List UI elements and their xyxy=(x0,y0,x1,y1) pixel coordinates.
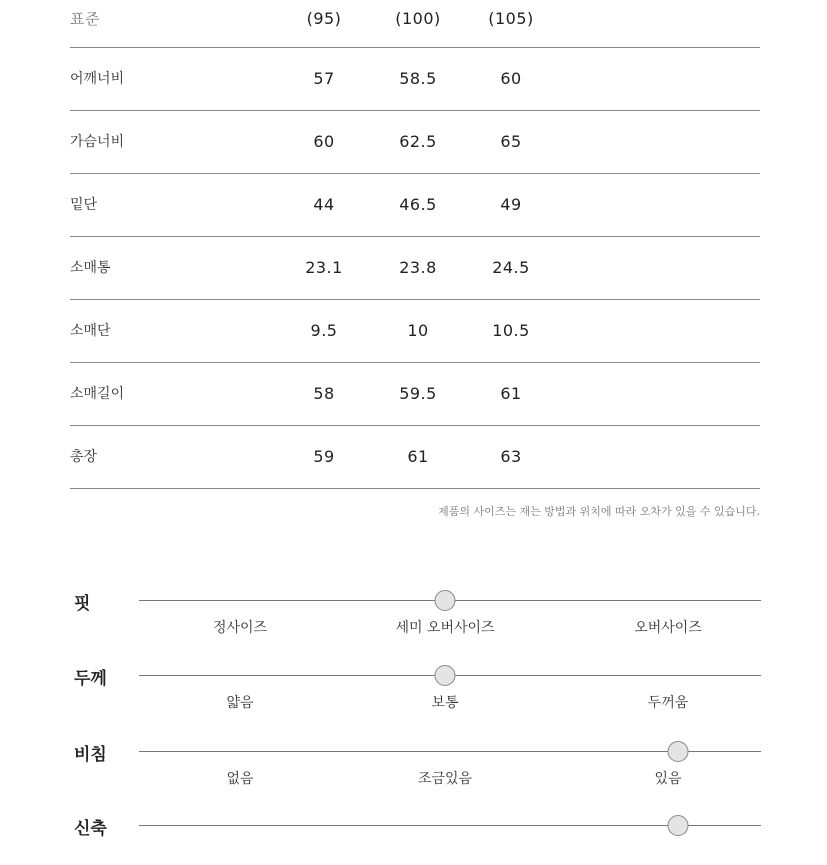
row-label: 어깨너비 xyxy=(70,71,125,87)
attribute-sheerness xyxy=(0,711,827,791)
row-label: 소매통 xyxy=(70,260,111,276)
row-value: 58 xyxy=(313,384,335,403)
attribute-section xyxy=(0,560,827,839)
row-value: 61 xyxy=(500,384,522,403)
attribute-indicator xyxy=(668,741,689,762)
attribute-stretch xyxy=(0,785,827,865)
row-value: 59.5 xyxy=(399,384,437,403)
attribute-title: 비침 xyxy=(74,745,107,765)
table-row xyxy=(70,363,760,426)
row-label: 밑단 xyxy=(70,197,98,213)
row-value: 44 xyxy=(313,195,335,214)
header-size-100: (100) xyxy=(395,9,441,28)
attribute-fit xyxy=(0,560,827,640)
attribute-option: 없음 xyxy=(226,771,254,787)
attribute-option: 보통 xyxy=(431,695,459,711)
attribute-option: 오버사이즈 xyxy=(634,620,702,636)
row-value: 10.5 xyxy=(492,321,530,340)
header-label: 표준 xyxy=(70,10,100,28)
row-value: 10 xyxy=(407,321,429,340)
attribute-title: 핏 xyxy=(74,594,91,614)
row-value: 62.5 xyxy=(399,132,437,151)
table-row xyxy=(70,111,760,174)
row-value: 23.1 xyxy=(305,258,343,277)
header-size-105: (105) xyxy=(488,9,534,28)
table-row xyxy=(70,426,760,489)
attribute-option: 정사이즈 xyxy=(212,620,268,636)
row-value: 24.5 xyxy=(492,258,530,277)
row-label: 가슴너비 xyxy=(70,134,125,150)
attribute-title: 신축 xyxy=(74,819,107,839)
table-header xyxy=(70,0,760,48)
size-note: 제품의 사이즈는 재는 방법과 위치에 따라 오차가 있을 수 있습니다. xyxy=(438,505,760,518)
table-row xyxy=(70,48,760,111)
row-value: 58.5 xyxy=(399,69,437,88)
row-label: 소매길이 xyxy=(70,386,125,402)
row-value: 46.5 xyxy=(399,195,437,214)
attribute-option: 세미 오버사이즈 xyxy=(395,620,495,636)
row-value: 23.8 xyxy=(399,258,437,277)
table-row xyxy=(70,174,760,237)
attribute-option: 두꺼움 xyxy=(647,695,689,711)
row-value: 60 xyxy=(500,69,522,88)
attribute-thickness xyxy=(0,635,827,715)
attribute-title: 두께 xyxy=(74,669,107,689)
row-value: 61 xyxy=(407,447,429,466)
table-row xyxy=(70,237,760,300)
table-row xyxy=(70,300,760,363)
header-size-95: (95) xyxy=(306,9,342,28)
attribute-option: 있음 xyxy=(654,771,682,787)
row-value: 63 xyxy=(500,447,522,466)
row-value: 49 xyxy=(500,195,522,214)
attribute-indicator xyxy=(668,815,689,836)
row-value: 59 xyxy=(313,447,335,466)
attribute-option: 얇음 xyxy=(226,695,254,711)
attribute-indicator xyxy=(435,590,456,611)
row-value: 9.5 xyxy=(310,321,338,340)
row-value: 65 xyxy=(500,132,522,151)
attribute-option: 조금있음 xyxy=(417,771,473,787)
row-value: 60 xyxy=(313,132,335,151)
row-label: 소매단 xyxy=(70,323,111,339)
attribute-indicator xyxy=(435,665,456,686)
row-value: 57 xyxy=(313,69,335,88)
row-label: 총장 xyxy=(70,449,98,465)
